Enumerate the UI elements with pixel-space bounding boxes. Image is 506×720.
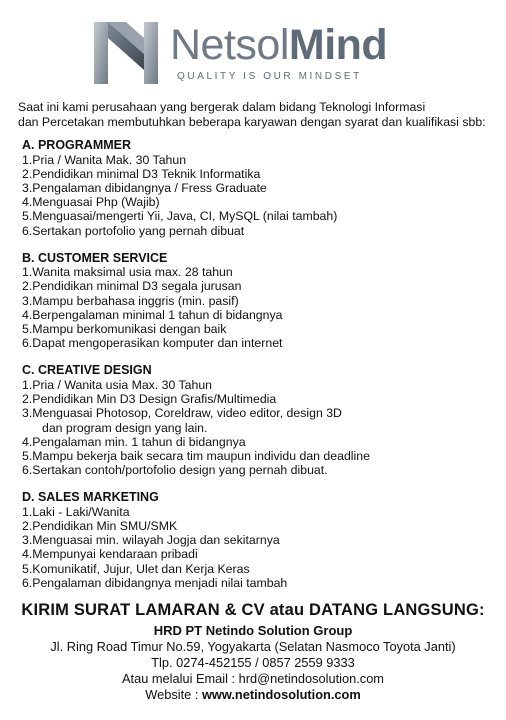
list-item: 6.Sertakan portofolio yang pernah dibuat (22, 223, 245, 238)
tagline: QUALITY IS OUR MINDSET (177, 71, 362, 82)
list-item: 5.Komunikatif, Jujur, Ulet dan Kerja Keras (22, 561, 250, 576)
website-link[interactable]: www.netindosolution.com (201, 687, 361, 702)
section-sales-marketing (22, 490, 492, 590)
list-item: 3.Menguasai min. wilayah Jogja dan sekitarnya (22, 533, 280, 548)
address: Jl. Ring Road Timur No.59, Yogyakarta (Selatan Nasmoco Toyota Janti) (50, 639, 456, 654)
company-name: HRD PT Netindo Solution Group (153, 623, 353, 638)
email-line (0, 671, 506, 687)
nm-logo-icon (92, 20, 160, 86)
email-address[interactable]: hrd@netindosolution.com (238, 671, 384, 686)
brand-part-2: Mind (288, 21, 388, 69)
phone: Tlp. 0274-452155 / 0857 2559 9333 (151, 655, 355, 670)
brand-name (170, 22, 387, 68)
list-item: 2.Pendidikan minimal D3 Teknik Informatika (22, 166, 261, 181)
email-label: Atau melalui Email : (122, 671, 239, 686)
section-title: C. CREATIVE DESIGN (22, 363, 152, 378)
section-title: D. SALES MARKETING (22, 490, 159, 505)
footer-contact (0, 600, 506, 703)
brand-part-1: Netsol (170, 21, 289, 69)
list-item: 2.Pendidikan Min SMU/SMK (22, 519, 178, 534)
section-title: B. CUSTOMER SERVICE (22, 250, 168, 265)
job-sections (22, 138, 492, 603)
list-item: 4.Pengalaman min. 1 tahun di bidangnya (22, 434, 246, 449)
list-item: 6.Sertakan contoh/portofolio design yang pernah dibuat. (22, 463, 328, 478)
website-line (0, 687, 506, 703)
list-item: 5.Mampu bekerja baik secara tim maupun individu dan deadline (22, 448, 370, 463)
list-item: 1.Pria / Wanita Mak. 30 Tahun (22, 152, 187, 167)
list-item: 4.Menguasai Php (Wajib) (22, 195, 160, 210)
list-item: 2.Pendidikan Min D3 Design Grafis/Multimedia (22, 392, 277, 407)
list-item-continuation (22, 421, 492, 435)
intro-line-1: Saat ini kami perusahaan yang bergerak dalam bidang Teknologi Informasi (18, 100, 426, 114)
list-item: 2.Pendidikan minimal D3 segala jurusan (22, 279, 242, 294)
list-item: 6.Dapat mengoperasikan komputer dan internet (22, 336, 283, 351)
list-item: 1.Laki - Laki/Wanita (22, 504, 130, 519)
section-customer-service (22, 251, 492, 351)
section-programmer (22, 138, 492, 238)
section-creative-design (22, 363, 492, 477)
list-item: 6.Pengalaman dibidangnya menjadi nilai tambah (22, 575, 288, 590)
continuation-text: dan program design yang lain. (42, 420, 208, 435)
list-item: 1.Pria / Wanita usia Max. 30 Tahun (22, 377, 213, 392)
list-item: 5.Menguasai/mengerti Yii, Java, CI, MySQL (nilai tambah) (22, 209, 338, 224)
website-label: Website : (145, 687, 202, 702)
intro-line-2: dan Percetakan membutuhkan beberapa karyawan dengan syarat dan kualifikasi sbb: (18, 114, 486, 129)
intro-text (18, 100, 498, 129)
list-item: 3.Mampu berbahasa inggris (min. pasif) (22, 293, 239, 308)
list-item: 5.Mampu berkomunikasi dengan baik (22, 322, 227, 337)
call-to-action: KIRIM SURAT LAMARAN & CV atau DATANG LANGSUNG: (21, 600, 485, 619)
list-item: 4.Berpengalaman minimal 1 tahun di bidangnya (22, 307, 283, 322)
header (0, 0, 506, 95)
list-item: 3.Menguasai Photosop, Coreldraw, video editor, design 3D (22, 406, 342, 421)
list-item: 4.Mempunyai kendaraan pribadi (22, 547, 198, 562)
section-title: A. PROGRAMMER (22, 138, 132, 152)
list-item: 3.Pengalaman dibidangnya / Fress Graduate (22, 180, 267, 195)
list-item: 1.Wanita maksimal usia max. 28 tahun (22, 265, 233, 280)
